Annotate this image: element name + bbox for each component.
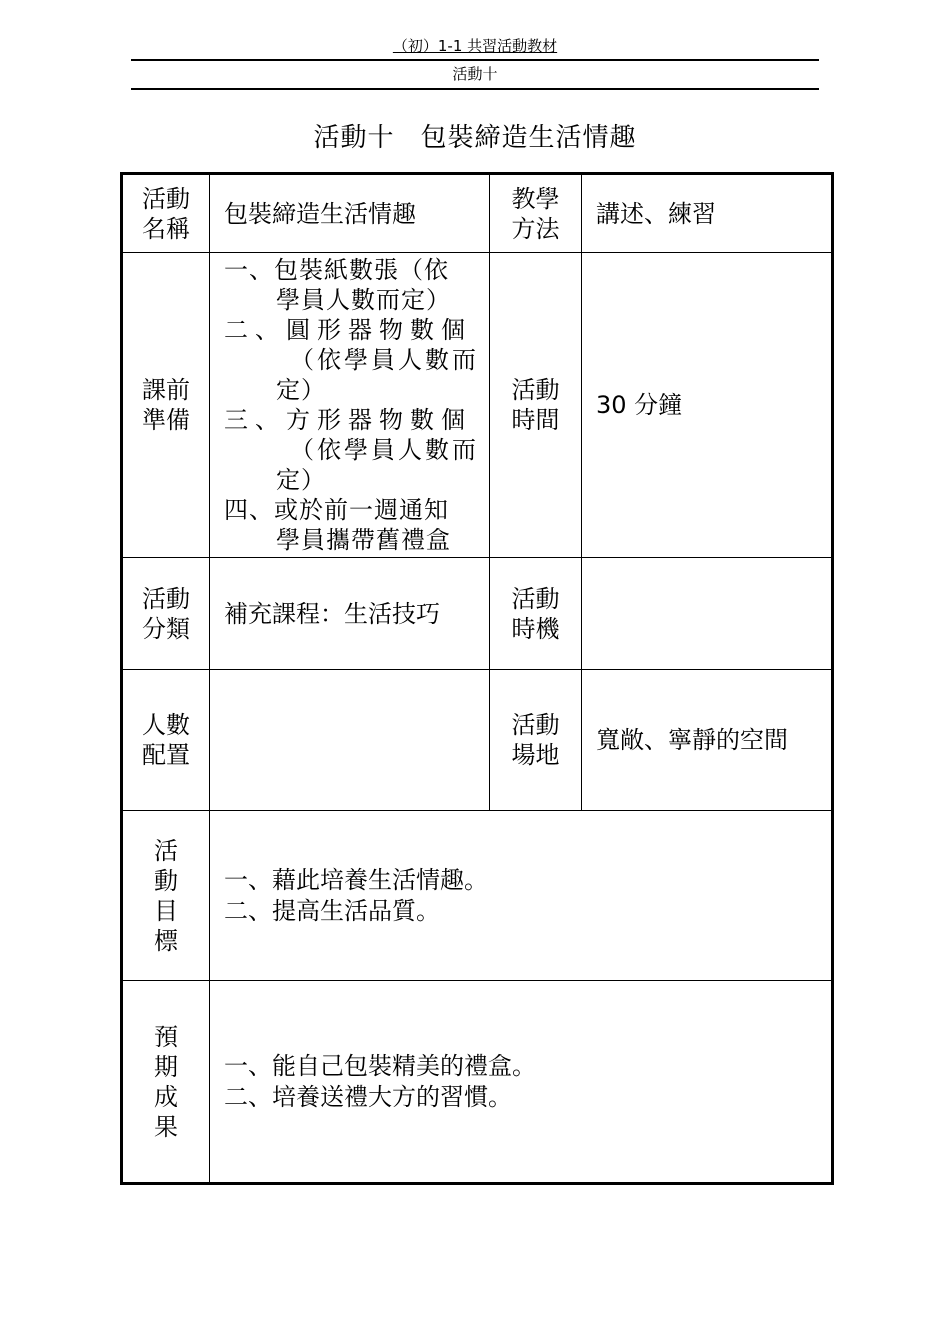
headcount-label: 人數 配置 xyxy=(122,670,210,811)
document-header xyxy=(0,36,950,56)
venue-label: 活動 場地 xyxy=(490,670,582,811)
outcome-line: 二、培養送禮大方的習慣。 xyxy=(224,1082,512,1111)
method-value: 講述、練習 xyxy=(582,174,833,253)
prep-item: 四、或於前一週通知 學員攜帶舊禮盒 xyxy=(224,496,451,554)
prep-item: 二、圓形器物數個 （依學員人數而 定） xyxy=(224,316,479,404)
row-goal xyxy=(122,811,833,981)
prep-item: 一、包裝紙數張（依 學員人數而定） xyxy=(224,256,451,314)
goal-line: 一、藉此培養生活情趣。 xyxy=(224,865,488,894)
title-number: 活動十 xyxy=(313,123,395,153)
prep-label: 課前 準備 xyxy=(122,253,210,558)
header-title: （初）1-1 共習活動教材 xyxy=(392,37,558,55)
method-label: 教學 方法 xyxy=(490,174,582,253)
row-name-method xyxy=(122,174,833,253)
venue-value: 寬敞、寧靜的空間 xyxy=(582,670,833,811)
title-name: 包裝締造生活情趣 xyxy=(420,123,637,153)
outcome-value xyxy=(210,981,833,1184)
prep-item: 三、方形器物數個 （依學員人數而 定） xyxy=(224,406,479,494)
row-prep-time xyxy=(122,253,833,558)
category-label: 活動 分類 xyxy=(122,558,210,670)
outcome-label: 預 期 成 果 xyxy=(122,981,210,1184)
header-rule-top xyxy=(131,59,819,61)
header-rule-bottom xyxy=(131,88,819,90)
prep-list xyxy=(210,253,490,558)
header-subtitle: 活動十 xyxy=(452,65,498,83)
activity-name-value: 包裝締造生活情趣 xyxy=(210,174,490,253)
row-outcome xyxy=(122,981,833,1184)
category-value: 補充課程：生活技巧 xyxy=(210,558,490,670)
row-category-timing xyxy=(122,558,833,670)
timing-label: 活動 時機 xyxy=(490,558,582,670)
activity-name-label: 活動 名稱 xyxy=(122,174,210,253)
activity-table xyxy=(120,172,834,1185)
goal-value xyxy=(210,811,833,981)
goal-label: 活 動 目 標 xyxy=(122,811,210,981)
goal-line: 二、提高生活品質。 xyxy=(224,896,440,925)
time-value: 30 分鐘 xyxy=(582,253,833,558)
page-title xyxy=(0,118,950,158)
row-headcount-venue xyxy=(122,670,833,811)
time-label: 活動 時間 xyxy=(490,253,582,558)
headcount-value xyxy=(210,670,490,811)
timing-value xyxy=(582,558,833,670)
outcome-line: 一、能自己包裝精美的禮盒。 xyxy=(224,1051,536,1080)
